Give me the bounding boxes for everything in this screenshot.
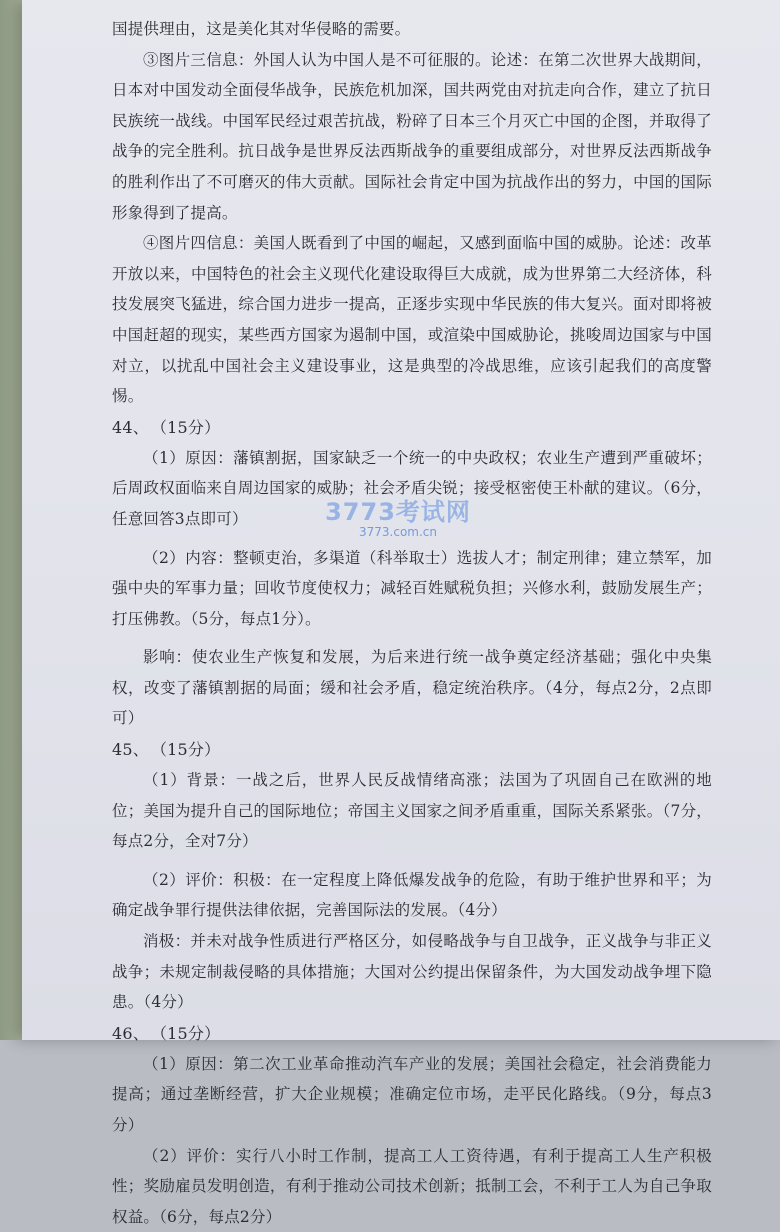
answer-46-1: （1）原因：第二次工业革命推动汽车产业的发展；美国社会稳定，社会消费能力提高；通过垄断经营，扩大企业规模；准确定位市场，走平民化路线。（9分，每点3分） xyxy=(112,1054,712,1134)
watermark-logo xyxy=(308,492,488,539)
question-45-number: 45、 xyxy=(112,740,149,760)
question-44-heading xyxy=(112,412,712,443)
question-45-heading xyxy=(112,734,712,765)
question-46-heading xyxy=(112,1018,712,1049)
paragraph-picture-3: ③图片三信息：外国人认为中国人是不可征服的。论述：在第二次世界大战期间，日本对中国发动全面侵华战争，民族危机加深，国共两党由对抗走向合作，建立了抗日民族统一战线。中国军民经过艰苦抗战，粉碎了日本三个月灭亡中国的企图，并取得了战争的完全胜利。抗日战争是世界反法西斯战争的重要组成部分，对世界反法西斯战争的胜利作出了不可磨灭的伟大贡献。国际社会肯定中国为抗战作出的努力，中国的国际形象得到了提高。 xyxy=(112,50,712,222)
answer-44-3: 影响：使农业生产恢复和发展，为后来进行统一战争奠定经济基础；强化中央集权，改变了藩镇割据的局面；缓和社会矛盾，稳定统治秩序。（4分，每点2分，2点即可） xyxy=(112,648,712,728)
question-46-number: 46、 xyxy=(112,1023,149,1043)
answer-44-1: （1）原因：藩镇割据，国家缺乏一个统一的中央政权；农业生产遭到严重破坏；后周政权面临来自周边国家的威胁；社会矛盾尖锐；接受枢密使王朴献的建议。（6分，任意回答3点即可） xyxy=(112,448,712,528)
answer-45-3: 消极：并未对战争性质进行严格区分，如侵略战争与自卫战争，正义战争与非正义战争；未规定制裁侵略的具体措施；大国对公约提出保留条件，为大国发动战争埋下隐患。（4分） xyxy=(112,932,712,1012)
answer-46-2: （2）评价：实行八小时工作制，提高工人工资待遇，有利于提高工人生产积极性；奖励雇员发明创造，有利于推动公司技术创新；抵制工会，不利于工人为自己争取权益。（6分，每点2分） xyxy=(112,1146,712,1226)
question-44-score: （15分） xyxy=(158,417,221,437)
answer-44-2: （2）内容：整顿吏治，多渠道（科举取士）选拔人才；制定刑律；建立禁军，加强中央的军事力量；回收节度使权力；减轻百姓赋税负担；兴修水利，鼓励发展生产；打压佛教。（5分，每点1分）。 xyxy=(112,548,712,628)
document-content xyxy=(112,14,712,1232)
watermark-url: 3773.com.cn xyxy=(359,525,437,539)
question-44-number: 44、 xyxy=(112,417,149,437)
question-46-score: （15分） xyxy=(158,1023,221,1043)
answer-45-2: （2）评价：积极：在一定程度上降低爆发战争的危险，有助于维护世界和平；为确定战争罪行提供法律依据，完善国际法的发展。（4分） xyxy=(112,870,712,920)
question-45-score: （15分） xyxy=(158,740,221,760)
answer-45-1: （1）背景：一战之后，世界人民反战情绪高涨；法国为了巩固自己在欧洲的地位；美国为提升自己的国际地位；帝国主义国家之间矛盾重重，国际关系紧张。（7分，每点2分，全对7分） xyxy=(112,771,712,851)
paragraph-picture-4: ④图片四信息：美国人既看到了中国的崛起，又感到面临中国的威胁。论述：改革开放以来，中国特色的社会主义现代化建设取得巨大成就，成为世界第二大经济体，科技发展突飞猛进，综合国力进步一提高，正逐步实现中华民族的伟大复兴。面对即将被中国赶超的现实，某些西方国家为遏制中国，或渲染中国威胁论，挑唆周边国家与中国对立，以扰乱中国社会主义建设事业，这是典型的冷战思维，应该引起我们的高度警惕。 xyxy=(112,234,712,406)
text-line-1: 国提供理由，这是美化其对华侵略的需要。 xyxy=(112,20,411,38)
watermark-logo-text: 3773考试网 xyxy=(325,498,471,526)
